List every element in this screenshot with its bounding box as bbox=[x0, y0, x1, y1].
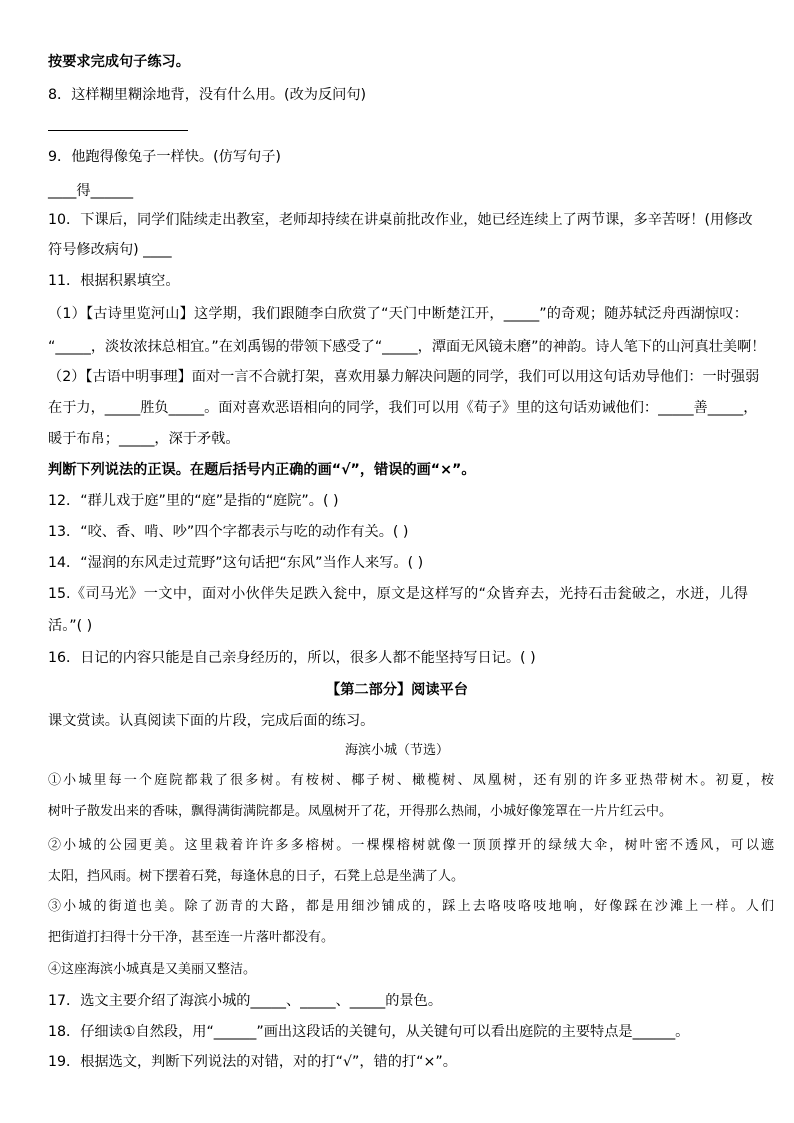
reading-intro: 课文赏读。认真阅读下面的片段，完成后面的练习。 bbox=[48, 713, 375, 729]
section-heading-sentence-practice: 按要求完成句子练习。 bbox=[48, 54, 190, 70]
question-15-line-2: 活。”( ) bbox=[48, 618, 93, 634]
question-11-2-line-3: 暖于布帛；_____，深于矛戟。 bbox=[48, 431, 240, 447]
question-11-1-line-1: （1）【古诗里览河山】这学期，我们跟随李白欣赏了“天门中断楚江开，_____”的奇观；随苏轼泛舟西湖惊叹： bbox=[48, 306, 748, 322]
question-11: 11．根据积累填空。 bbox=[48, 273, 180, 289]
part-2-title: 【第二部分】阅读平台 bbox=[326, 682, 468, 698]
question-9: 9．他跑得像兔子一样快。(仿写句子) bbox=[48, 149, 281, 165]
passage-paragraph-1-line-1: ①小城里每一个庭院都栽了很多树。有桉树、椰子树、橄榄树、凤凰树，还有别的许多亚热带树木。初夏，桉 bbox=[48, 773, 774, 788]
question-15-line-1: 15.《司马光》一文中，面对小伙伴失足跌入瓮中，原文是这样写的“众皆弃去，光持石击瓮破之，水迸，儿得 bbox=[48, 586, 748, 602]
question-13: 13．“咬、香、啃、吵”四个字都表示与吃的动作有关。( ) bbox=[48, 524, 409, 540]
question-11-1-line-2: “_____，淡妆浓抹总相宜。”在刘禹锡的带领下感受了“_____，潭面无风镜未磨”的神韵。诗人笔下的山河真壮美啊！ bbox=[48, 339, 766, 355]
question-16: 16．日记的内容只能是自己亲身经历的，所以，很多人都不能坚持写日记。( ) bbox=[48, 650, 536, 666]
question-10-line-1: 10．下课后，同学们陆续走出教室，老师却持续在讲桌前批改作业，她已经连续上了两节课，多辛苦呀！(用修改 bbox=[48, 212, 753, 228]
question-18: 18．仔细读①自然段，用“______”画出这段话的关键句，从关键句可以看出庭院的主要特点是______。 bbox=[48, 1024, 690, 1040]
question-14: 14．“湿润的东风走过荒野”这句话把“东风”当作人来写。( ) bbox=[48, 555, 424, 571]
question-11-2-line-1: （2）【古语中明事理】面对一言不合就打架，喜欢用暴力解决问题的同学，我们可以用这句话劝导他们：一时强弱 bbox=[48, 369, 760, 385]
question-17: 17．选文主要介绍了海滨小城的_____、_____、_____的景色。 bbox=[48, 993, 443, 1009]
question-11-2-line-2: 在于力，_____胜负_____。面对喜欢恶语相向的同学，我们可以用《荀子》里的这句话劝诫他们：_____善_____， bbox=[48, 400, 758, 416]
question-8: 8．这样糊里糊涂地背，没有什么用。(改为反问句) bbox=[48, 87, 367, 103]
question-19: 19．根据选文，判断下列说法的对错，对的打“√”，错的打“×”。 bbox=[48, 1054, 457, 1070]
question-12: 12．“群儿戏于庭”里的“庭”是指的“庭院”。( ) bbox=[48, 493, 339, 509]
passage-paragraph-3-line-2: 把街道打扫得十分干净，甚至连一片落叶都没有。 bbox=[48, 930, 335, 945]
section-heading-true-false: 判断下列说法的正误。在题后括号内正确的画“√”，错误的画“×”。 bbox=[48, 462, 476, 478]
answer-line-q8 bbox=[48, 130, 188, 131]
passage-paragraph-3-line-1: ③小城的街道也美。除了沥青的大路，都是用细沙铺成的，踩上去咯吱咯吱地响，好像踩在沙滩上一样。人们 bbox=[48, 899, 774, 914]
passage-paragraph-1-line-2: 树叶子散发出来的香味，飘得满街满院都是。凤凰树开了花，开得那么热闹，小城好像笼罩在一片片红云中。 bbox=[48, 804, 673, 819]
answer-blank-q9: ____得______ bbox=[48, 183, 134, 199]
passage-paragraph-2-line-2: 太阳，挡风雨。树下摆着石凳，每逢休息的日子，石凳上总是坐满了人。 bbox=[48, 869, 465, 884]
passage-paragraph-2-line-1: ②小城的公园更美。这里栽着许许多多榕树。一棵棵榕树就像一顶顶撑开的绿绒大伞，树叶密不透风，可以遮 bbox=[48, 838, 774, 853]
passage-title: 海滨小城（节选） bbox=[344, 743, 449, 758]
question-10-line-2: 符号修改病句) ____ bbox=[48, 242, 172, 258]
passage-paragraph-4: ④这座海滨小城真是又美丽又整洁。 bbox=[48, 962, 257, 977]
